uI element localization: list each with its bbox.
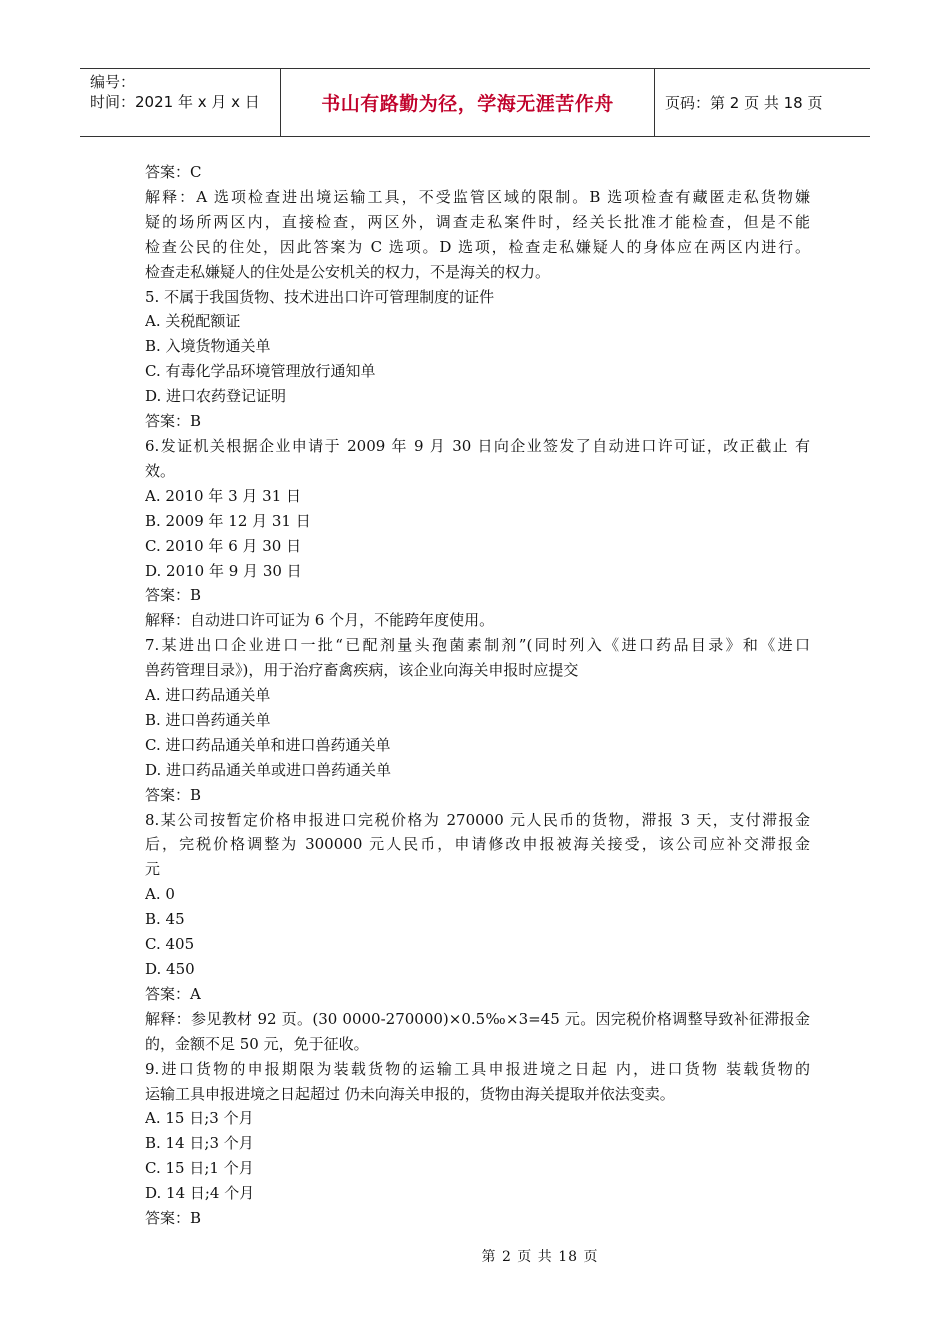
text-line: 答案：B bbox=[145, 785, 202, 804]
text-line: 答案：C bbox=[145, 163, 202, 181]
text-line: C. 405 bbox=[145, 935, 195, 954]
text-line: B. 14 日;3 个月 bbox=[145, 1134, 254, 1153]
text-line: D. 进口农药登记证明 bbox=[145, 387, 287, 406]
text-line: D. 14 日;4 个月 bbox=[145, 1184, 255, 1203]
text-line: 的，金额不足 50 元，免于征收。 bbox=[145, 1034, 369, 1053]
header-motto: 书山有路勤为径，学海无涯苦作舟 bbox=[281, 69, 655, 136]
text-line: 5. 不属于我国货物、技术进出口许可管理制度的证件 bbox=[145, 287, 495, 306]
text-line: D. 450 bbox=[145, 960, 195, 978]
text-line: 解释：参见教材 92 页。(30 0000-270000)×0.5‰×3=45 元。因完税价格调整导致补征滞报金 bbox=[145, 1009, 810, 1028]
document-body bbox=[145, 160, 810, 1231]
text-line: A. 关税配额证 bbox=[145, 312, 241, 331]
header-info-cell bbox=[80, 69, 281, 136]
text-line: A. 进口药品通关单 bbox=[145, 686, 271, 705]
page-header bbox=[80, 68, 870, 137]
text-line: B. 2009 年 12 月 31 日 bbox=[145, 511, 311, 530]
text-line: B. 进口兽药通关单 bbox=[145, 710, 271, 729]
document-number-label: 编号： bbox=[90, 73, 136, 91]
text-line: 9.进口货物的申报期限为装载货物的运输工具申报进境之日起 内，进口货物 装载货物的 bbox=[145, 1059, 810, 1078]
text-line: 检查走私嫌疑人的住处是公安机关的权力，不是海关的权力。 bbox=[145, 262, 551, 281]
text-line: 解释：A 选项检查进出境运输工具，不受监管区域的限制。B 选项检查有藏匿走私货物嫌 bbox=[145, 187, 810, 206]
text-line: 运输工具申报进境之日起超过 仍未向海关申报的，货物由海关提取并依法变卖。 bbox=[145, 1084, 675, 1103]
text-line: C. 2010 年 6 月 30 日 bbox=[145, 536, 302, 555]
text-line: 疑的场所两区内，直接检查，两区外，调查走私案件时，经关长批准才能检查，但是不能 bbox=[145, 212, 810, 231]
text-line: 答案：A bbox=[145, 984, 201, 1003]
text-line: 元 bbox=[145, 860, 161, 879]
text-line: A. 15 日;3 个月 bbox=[145, 1109, 254, 1128]
text-line: 兽药管理目录》)，用于治疗畜禽疾病，该企业向海关申报时应提交 bbox=[145, 661, 579, 680]
text-line: 答案：B bbox=[145, 1209, 202, 1228]
text-line: B. 入境货物通关单 bbox=[145, 337, 271, 356]
text-line: 答案：B bbox=[145, 412, 202, 431]
header-page-label: 页码：第 2 页 共 18 页 bbox=[665, 94, 823, 112]
text-line: 检查公民的住处，因此答案为 C 选项。D 选项，检查走私嫌疑人的身体应在两区内进行。 bbox=[145, 237, 810, 256]
text-line: 8.某公司按暂定价格申报进口完税价格为 270000 元人民币的货物，滞报 3 天，支付滞报金 bbox=[145, 810, 810, 829]
text-line: D. 2010 年 9 月 30 日 bbox=[145, 561, 302, 580]
text-line: C. 有毒化学品环境管理放行通知单 bbox=[145, 362, 376, 381]
text-line: B. 45 bbox=[145, 910, 185, 929]
document-time-label: 时间：2021 年 x 月 x 日 bbox=[90, 93, 260, 111]
text-line: 6.发证机关根据企业申请于 2009 年 9 月 30 日向企业签发了自动进口许可证，改正截止 有 bbox=[145, 436, 810, 455]
text-line: 答案：B bbox=[145, 586, 202, 605]
text-line: 7.某进出口企业进口一批“已配剂量头孢菌素制剂”(同时列入《进口药品目录》和《进口 bbox=[145, 636, 810, 655]
text-line: 效。 bbox=[145, 461, 176, 480]
text-line: C. 15 日;1 个月 bbox=[145, 1159, 254, 1178]
text-line: 解释：自动进口许可证为 6 个月，不能跨年度使用。 bbox=[145, 611, 495, 630]
text-line: D. 进口药品通关单或进口兽药通关单 bbox=[145, 760, 392, 779]
page-footer bbox=[0, 1246, 950, 1266]
text-line: A. 0 bbox=[145, 885, 175, 904]
text-line: 后，完税价格调整为 300000 元人民币，申请修改申报被海关接受，该公司应补交滞报金 bbox=[145, 835, 810, 854]
footer-page-number: 第 2 页 共 18 页 bbox=[481, 1249, 599, 1265]
text-line: C. 进口药品通关单和进口兽药通关单 bbox=[145, 735, 391, 754]
text-line: A. 2010 年 3 月 31 日 bbox=[145, 486, 302, 505]
